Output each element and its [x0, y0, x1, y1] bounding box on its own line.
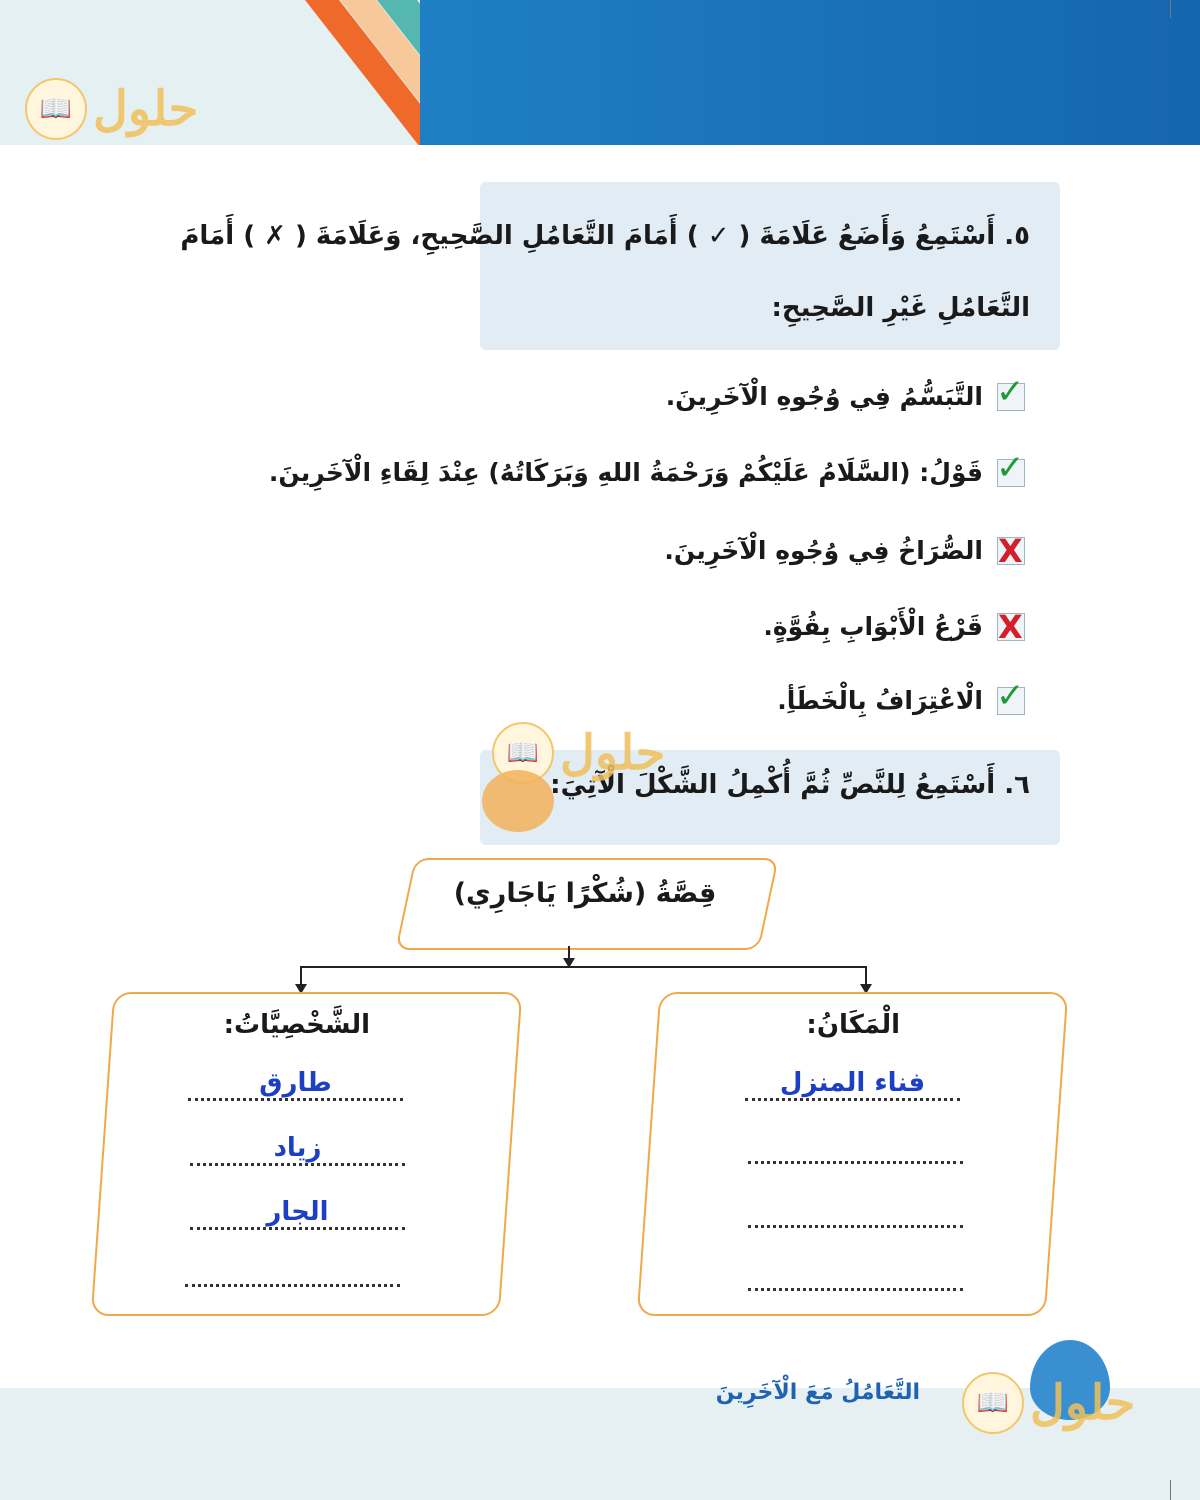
- crop-mark: [1170, 0, 1171, 18]
- checkmark-icon: ✓: [996, 447, 1025, 488]
- place-label: الْمَكَانُ:: [806, 1010, 900, 1040]
- header-blue-band: [420, 0, 1200, 145]
- item-text: قَرْعُ الْأَبْوَابِ بِقُوَّةٍ.: [763, 612, 983, 641]
- footer-unit-title: التَّعَامُلُ مَعَ الْآخَرِينَ: [715, 1380, 920, 1405]
- crop-mark: [1170, 1480, 1171, 1500]
- watermark-logo-top: [25, 78, 198, 140]
- place-answer[interactable]: فناء المنزل: [779, 1068, 926, 1098]
- item-text: الصُّرَاخُ فِي وُجُوهِ الْآخَرِينَ.: [664, 536, 983, 565]
- list-item: [777, 675, 1025, 716]
- audio-play-icon[interactable]: [482, 770, 554, 832]
- logo-word: حلول: [560, 725, 666, 781]
- logo-book-icon: 📖: [492, 722, 554, 784]
- item-text: التَّبَسُّمُ فِي وُجُوهِ الْآخَرِينَ.: [665, 382, 983, 411]
- watermark-logo-bottom: [962, 1372, 1135, 1434]
- question5-prompt: ٥. أَسْتَمِعُ وَأَضَعُ عَلَامَةَ ( ✓ ) أَمَامَ التَّعَامُلِ الصَّحِيحِ، وَعَلَامَةَ ( ✗ ) أَمَامَ التَّعَامُلِ غَيْرِ الصَّحِيحِ:: [180, 221, 1030, 323]
- logo-word: حلول: [93, 81, 199, 137]
- list-item: [665, 371, 1025, 412]
- list-item: [763, 607, 1025, 646]
- list-item: [268, 447, 1025, 488]
- checkbox[interactable]: [997, 607, 1025, 646]
- checkbox[interactable]: [996, 675, 1025, 716]
- checkbox[interactable]: [997, 531, 1025, 570]
- place-panel: [637, 992, 1069, 1316]
- item-text: قَوْلُ: (السَّلَامُ عَلَيْكُمْ وَرَحْمَةُ اللهِ وَبَرَكَاتُهُ) عِنْدَ لِقَاءِ الْآخَرِينَ.: [268, 458, 983, 487]
- connector-line: [300, 966, 866, 968]
- answer-line: [748, 1219, 963, 1228]
- diagram-title: قِصَّةُ (شُكْرًا يَاجَارِي): [453, 878, 717, 909]
- question6-prompt: ٦. أَسْتَمِعُ لِلنَّصِّ ثُمَّ أُكْمِلُ الشَّكْلَ الْآتِيَ:: [550, 770, 1030, 800]
- character-answer[interactable]: الجار: [266, 1197, 329, 1227]
- characters-label: الشَّخْصِيَّاتُ:: [223, 1010, 370, 1040]
- checkmark-icon: ✓: [996, 675, 1025, 716]
- checkmark-icon: ✓: [996, 371, 1025, 412]
- logo-book-icon: 📖: [962, 1372, 1024, 1434]
- logo-book-icon: 📖: [25, 78, 87, 140]
- arrow-down-icon: [563, 958, 575, 968]
- cross-icon: X: [998, 531, 1023, 570]
- item-text: الْاعْتِرَافُ بِالْخَطَأِ.: [777, 686, 983, 715]
- logo-word: حلول: [1030, 1375, 1136, 1431]
- list-item: [664, 531, 1025, 570]
- checkbox[interactable]: [996, 447, 1025, 488]
- cross-icon: X: [998, 607, 1023, 646]
- character-answer[interactable]: زياد: [273, 1133, 322, 1163]
- answer-line: [748, 1282, 963, 1291]
- answer-line: [748, 1155, 963, 1164]
- character-answer[interactable]: طارق: [259, 1068, 332, 1098]
- answer-line: [185, 1278, 400, 1287]
- checkbox[interactable]: [996, 371, 1025, 412]
